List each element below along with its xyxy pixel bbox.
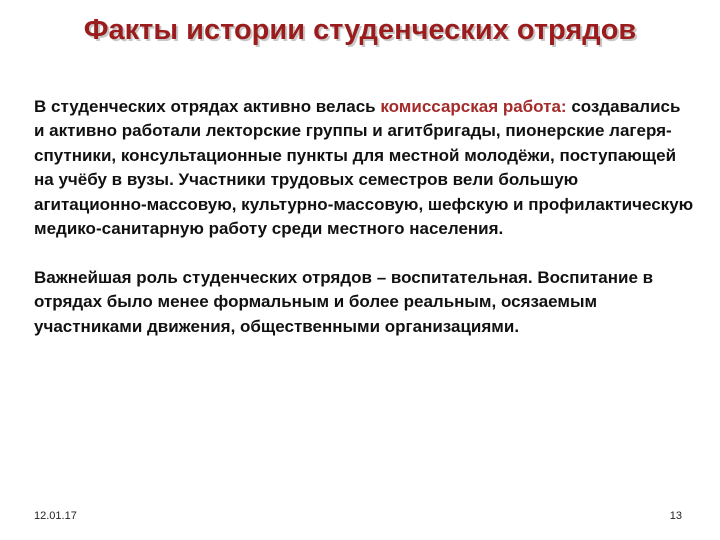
slide-title: Факты истории студенческих отрядов: [83, 14, 637, 46]
paragraph1-highlight: комиссарская работа:: [380, 97, 567, 116]
paragraph-commissar-work: [34, 95, 694, 241]
slide-body: [34, 95, 694, 339]
paragraph-educational-role: Важнейшая роль студенческих отрядов – воспитательная. Воспитание в отрядах было менее формальным и более реальным, осязаемым участниками движения, общественными организациями.: [34, 267, 654, 336]
footer-date: 12.01.17: [34, 510, 77, 522]
footer-page-number: 13: [669, 510, 682, 522]
paragraph1-rest: создавались и активно работали лекторские группы и агитбригады, пионерские лагеря-спутники, консультационные пункты для местной молодёжи, поступающей на учёбу в вузы. Участники трудовых семестров вели большую агитационно-массовую, культурно-массовую, шефскую и профилактическую медико-санитарную работу среди местного населения.: [34, 97, 694, 239]
paragraph1-lead: В студенческих отрядах активно велась: [34, 97, 381, 116]
